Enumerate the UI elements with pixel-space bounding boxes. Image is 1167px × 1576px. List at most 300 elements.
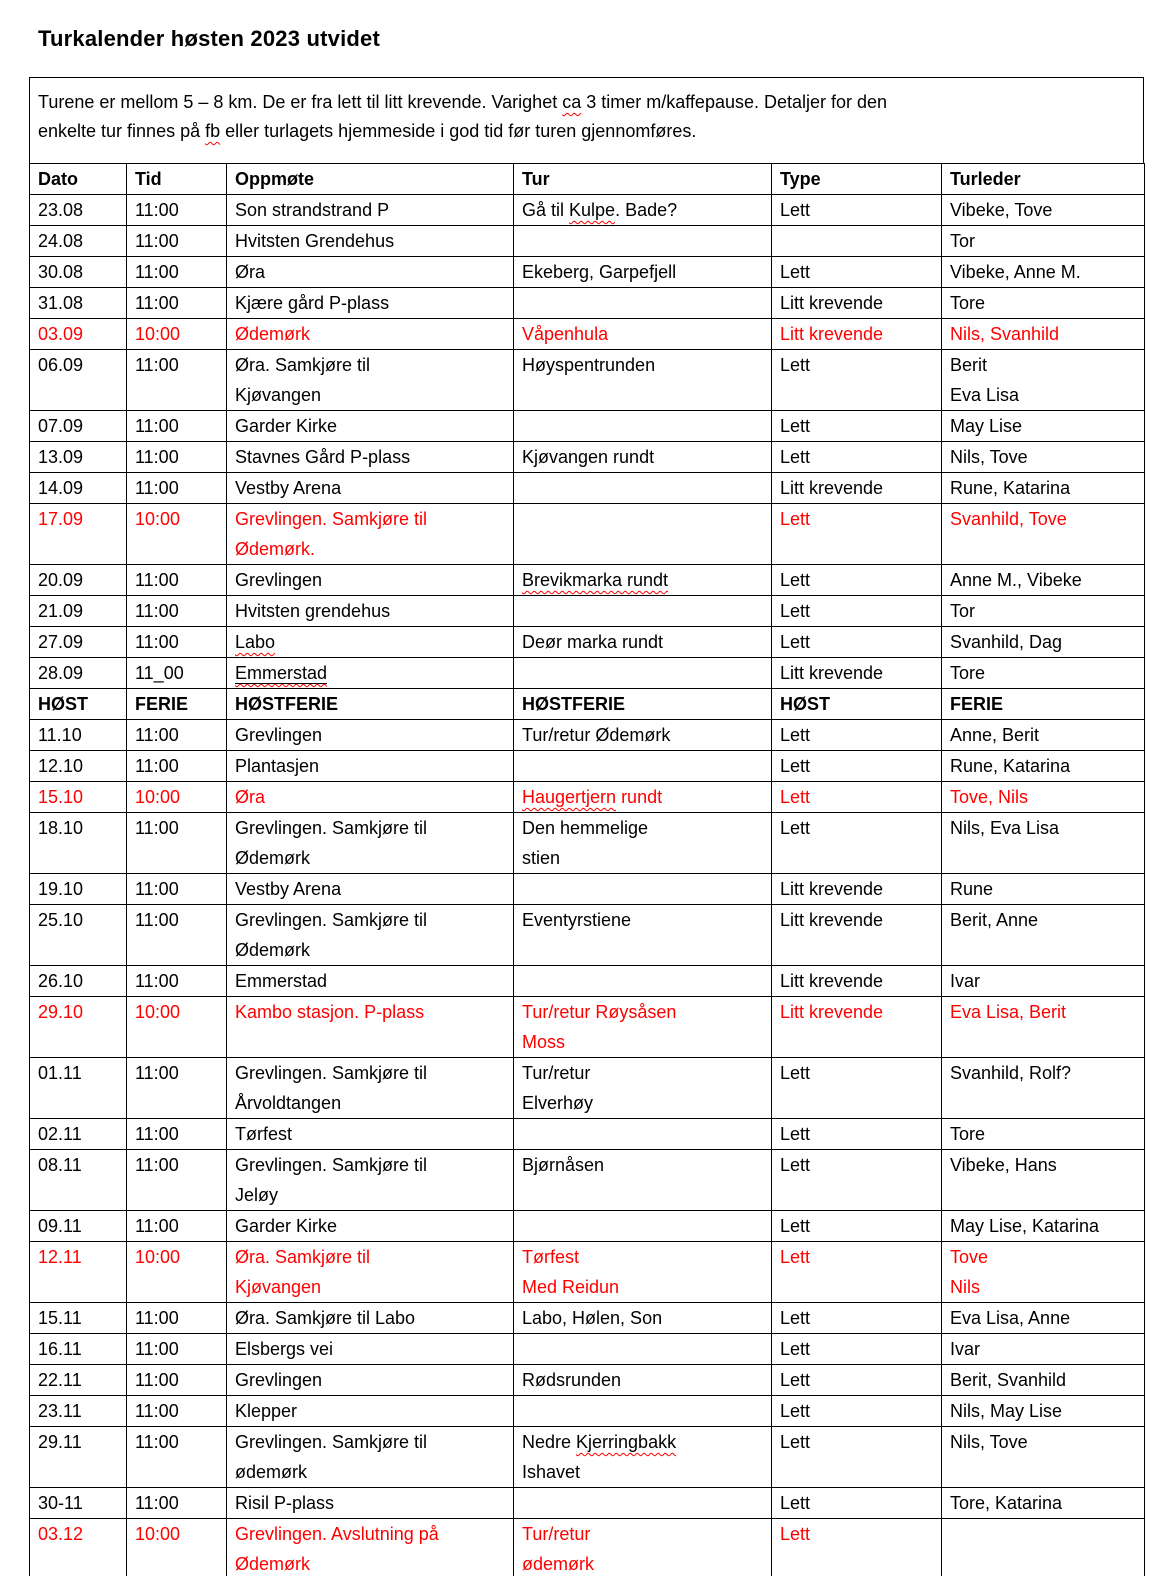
- cell-text: Nils, Tove: [950, 447, 1028, 467]
- cell-text: Eva Lisa: [950, 385, 1020, 405]
- cell-text: 13.09: [38, 447, 84, 467]
- cell-tur: [514, 596, 772, 627]
- misspelled-word: Emmerstad: [235, 663, 328, 683]
- cell-type: [772, 1150, 942, 1211]
- cell-text: Eva Lisa, Anne: [950, 1308, 1071, 1328]
- cell-time: [127, 689, 227, 720]
- cell-text: Lett: [780, 1155, 811, 1175]
- cell-text: 11:00: [135, 1339, 179, 1359]
- cell-tur: [514, 1519, 772, 1576]
- header-tur: Tur: [514, 164, 772, 195]
- cell-date: [30, 874, 127, 905]
- cell-time: [127, 442, 227, 473]
- cell-text: 11:00: [135, 1063, 179, 1083]
- cell-time: [127, 565, 227, 596]
- cell-text: Berit, Anne: [950, 910, 1039, 930]
- cell-text: 18.10: [38, 818, 84, 838]
- cell-text-empty: [780, 226, 939, 256]
- cell-meet: [227, 1519, 514, 1576]
- cell-tur: [514, 966, 772, 997]
- cell-text: Øra: [235, 262, 266, 282]
- cell-text: 10:00: [135, 1002, 181, 1022]
- cell-text-empty: [522, 751, 769, 781]
- cell-date: [30, 1488, 127, 1519]
- cell-date: [30, 504, 127, 565]
- cell-tur: [514, 689, 772, 720]
- cell-tur: [514, 257, 772, 288]
- cell-tur: [514, 226, 772, 257]
- cell-meet: [227, 350, 514, 411]
- cell-text: Grevlingen. Samkjøre til: [235, 1432, 428, 1452]
- cell-time: [127, 1334, 227, 1365]
- cell-meet: [227, 966, 514, 997]
- cell-leader: [942, 473, 1145, 504]
- cell-text: 11:00: [135, 570, 179, 590]
- cell-tur: [514, 411, 772, 442]
- table-row: [30, 1211, 1145, 1242]
- cell-text: Tor: [950, 231, 976, 251]
- cell-time: [127, 1058, 227, 1119]
- cell-meet: [227, 1119, 514, 1150]
- cell-text: Labo, Hølen, Son: [522, 1308, 663, 1328]
- cell-text: 26.10: [38, 971, 84, 991]
- cell-text: Garder Kirke: [235, 416, 338, 436]
- cell-text: 11:00: [135, 756, 179, 776]
- cell-tur: [514, 1150, 772, 1211]
- cell-text-empty: [522, 966, 769, 996]
- cell-time: [127, 1119, 227, 1150]
- cell-leader: [942, 874, 1145, 905]
- page-title: Turkalender høsten 2023 utvidet: [38, 26, 381, 51]
- cell-text: 24.08: [38, 231, 84, 251]
- cell-text: Rune, Katarina: [950, 478, 1071, 498]
- cell-type: [772, 319, 942, 350]
- cell-text-empty: [522, 1396, 769, 1426]
- cell-tur: [514, 1488, 772, 1519]
- cell-text: Berit, Svanhild: [950, 1370, 1067, 1390]
- cell-text: 20.09: [38, 570, 84, 590]
- cell-date: [30, 411, 127, 442]
- cell-text: Med Reidun: [522, 1277, 620, 1297]
- cell-text-empty: [522, 411, 769, 441]
- header-oppmote: Oppmøte: [227, 164, 514, 195]
- cell-text: Svanhild, Rolf?: [950, 1063, 1072, 1083]
- misspelled-word: Brevikmarka rundt: [522, 570, 669, 590]
- cell-text: Nils, Tove: [950, 1432, 1028, 1452]
- cell-date: [30, 1058, 127, 1119]
- cell-meet: [227, 751, 514, 782]
- header-dato: Dato: [30, 164, 127, 195]
- cell-text: Tove, Nils: [950, 787, 1029, 807]
- cell-meet: [227, 720, 514, 751]
- misspelled-word: ca: [562, 92, 582, 112]
- cell-text: Øra. Samkjøre til Labo: [235, 1308, 416, 1328]
- cell-text: 27.09: [38, 632, 84, 652]
- cell-meet: [227, 504, 514, 565]
- cell-time: [127, 658, 227, 689]
- cell-text: 29.10: [38, 1002, 84, 1022]
- table-row: [30, 288, 1145, 319]
- table-row: [30, 689, 1145, 720]
- cell-tur: [514, 288, 772, 319]
- cell-text: 11:00: [135, 416, 179, 436]
- cell-text: Lett: [780, 1216, 811, 1236]
- cell-text: Tørfest: [522, 1247, 579, 1267]
- cell-text: Lett: [780, 725, 811, 745]
- cell-text: 16.11: [38, 1339, 82, 1359]
- table-row: [30, 195, 1145, 226]
- cell-text: Son strandstrand P: [235, 200, 390, 220]
- cell-leader: [942, 350, 1145, 411]
- cell-text: Øra: [235, 787, 266, 807]
- header-tid: Tid: [127, 164, 227, 195]
- cell-time: [127, 195, 227, 226]
- cell-text-empty: [522, 1488, 769, 1518]
- table-row: [30, 1488, 1145, 1519]
- cell-tur: [514, 782, 772, 813]
- cell-text: 11:00: [135, 1155, 179, 1175]
- cell-type: [772, 504, 942, 565]
- cell-leader: [942, 782, 1145, 813]
- cell-date: [30, 195, 127, 226]
- cell-meet: [227, 1303, 514, 1334]
- cell-text: 01.11: [38, 1063, 82, 1083]
- table-row: [30, 350, 1145, 411]
- cell-text-empty: [522, 1211, 769, 1241]
- cell-text: Stavnes Gård P-plass: [235, 447, 411, 467]
- cell-date: [30, 226, 127, 257]
- cell-date: [30, 782, 127, 813]
- cell-text: Nils: [950, 1277, 980, 1297]
- cell-type: [772, 473, 942, 504]
- cell-leader: [942, 627, 1145, 658]
- cell-time: [127, 1242, 227, 1303]
- misspelled-word: Kulpe: [569, 200, 616, 220]
- cell-text: Elsbergs vei: [235, 1339, 334, 1359]
- cell-type: [772, 1303, 942, 1334]
- cell-leader: [942, 720, 1145, 751]
- cell-text: HØSTFERIE: [235, 694, 339, 714]
- table-row: [30, 226, 1145, 257]
- cell-type: [772, 442, 942, 473]
- cell-text: 11:00: [135, 632, 179, 652]
- cell-text: Grevlingen: [235, 1370, 323, 1390]
- cell-text-empty: [522, 658, 769, 688]
- cell-time: [127, 905, 227, 966]
- cell-text: HØST: [38, 694, 89, 714]
- cell-leader: [942, 997, 1145, 1058]
- cell-date: [30, 1427, 127, 1488]
- table-row: [30, 627, 1145, 658]
- misspelled-word: Labo: [235, 632, 276, 652]
- cell-text: 11:00: [135, 200, 179, 220]
- cell-text: Lett: [780, 632, 811, 652]
- cell-leader: [942, 966, 1145, 997]
- table-row: [30, 442, 1145, 473]
- cell-text: Eva Lisa, Berit: [950, 1002, 1067, 1022]
- cell-date: [30, 257, 127, 288]
- misspelled-word: Kjerringbakk: [576, 1432, 677, 1452]
- cell-text: Lett: [780, 601, 811, 621]
- cell-date: [30, 565, 127, 596]
- table-row: [30, 1334, 1145, 1365]
- cell-type: [772, 782, 942, 813]
- cell-text: Kjøvangen: [235, 385, 322, 405]
- cell-leader: [942, 1119, 1145, 1150]
- cell-tur: [514, 627, 772, 658]
- cell-text: Tove: [950, 1247, 989, 1267]
- cell-meet: [227, 1365, 514, 1396]
- cell-text: 03.09: [38, 324, 84, 344]
- cell-text: Nedre Kjerringbakk: [522, 1432, 677, 1452]
- cell-text: 11:00: [135, 355, 179, 375]
- cell-text: 11:00: [135, 1124, 179, 1144]
- cell-text: Rune: [950, 879, 994, 899]
- cell-date: [30, 658, 127, 689]
- cell-text: Grevlingen. Samkjøre til: [235, 818, 428, 838]
- cell-meet: [227, 1396, 514, 1427]
- cell-text: 11:00: [135, 1370, 179, 1390]
- cell-text: Ødemørk: [235, 940, 311, 960]
- cell-leader: [942, 905, 1145, 966]
- cell-text: Ødemørk: [235, 848, 311, 868]
- cell-tur: [514, 1211, 772, 1242]
- cell-meet: [227, 658, 514, 689]
- cell-date: [30, 1211, 127, 1242]
- table-row: [30, 473, 1145, 504]
- cell-text: 15.11: [38, 1308, 82, 1328]
- cell-text: Tore: [950, 293, 986, 313]
- intro-box: [29, 77, 1144, 164]
- cell-date: [30, 627, 127, 658]
- cell-text: 06.09: [38, 355, 84, 375]
- cell-text: Våpenhula: [522, 324, 609, 344]
- cell-meet: [227, 226, 514, 257]
- cell-tur: [514, 813, 772, 874]
- cell-meet: [227, 1242, 514, 1303]
- cell-time: [127, 473, 227, 504]
- table-row: [30, 874, 1145, 905]
- cell-date: [30, 1396, 127, 1427]
- cell-leader: [942, 1427, 1145, 1488]
- cell-leader: [942, 658, 1145, 689]
- cell-text: 15.10: [38, 787, 84, 807]
- cell-type: [772, 1396, 942, 1427]
- cell-time: [127, 1211, 227, 1242]
- cell-tur: [514, 720, 772, 751]
- table-body: [30, 195, 1145, 1576]
- cell-text: Lett: [780, 509, 811, 529]
- cell-text: Lett: [780, 570, 811, 590]
- cell-text: 07.09: [38, 416, 84, 436]
- cell-meet: [227, 442, 514, 473]
- cell-type: [772, 1058, 942, 1119]
- cell-type: [772, 350, 942, 411]
- cell-type: [772, 1427, 942, 1488]
- cell-leader: [942, 1058, 1145, 1119]
- cell-text: Hvitsten Grendehus: [235, 231, 395, 251]
- cell-text: 02.11: [38, 1124, 82, 1144]
- table-row: [30, 997, 1145, 1058]
- table-row: [30, 751, 1145, 782]
- table-row: [30, 1150, 1145, 1211]
- cell-time: [127, 1519, 227, 1576]
- cell-text: Litt krevende: [780, 293, 884, 313]
- cell-leader: [942, 1488, 1145, 1519]
- table-row: [30, 411, 1145, 442]
- intro-line-2: enkelte tur finnes på fb eller turlagets hjemmeside i god tid før turen gjennomføres.: [38, 121, 697, 141]
- cell-text: Tørfest: [235, 1124, 292, 1144]
- cell-text: 30-11: [38, 1493, 83, 1513]
- cell-date: [30, 905, 127, 966]
- cell-text: Lett: [780, 1524, 811, 1544]
- cell-tur: [514, 319, 772, 350]
- cell-text: Plantasjen: [235, 756, 320, 776]
- cell-text: 23.08: [38, 200, 84, 220]
- cell-text: [235, 658, 511, 688]
- cell-time: [127, 411, 227, 442]
- cell-text: 11:00: [135, 231, 179, 251]
- cell-tur: [514, 473, 772, 504]
- cell-text: 25.10: [38, 910, 84, 930]
- cell-text: Grevlingen: [235, 570, 323, 590]
- cell-tur: [514, 195, 772, 226]
- cell-tur: [514, 1334, 772, 1365]
- cell-text: Lett: [780, 200, 811, 220]
- cell-text: Nils, Eva Lisa: [950, 818, 1060, 838]
- cell-text-empty: [522, 1334, 769, 1364]
- cell-text: Hvitsten grendehus: [235, 601, 391, 621]
- cell-text: Lett: [780, 1063, 811, 1083]
- cell-tur: [514, 905, 772, 966]
- cell-time: [127, 504, 227, 565]
- cell-time: [127, 874, 227, 905]
- cell-text: 11:00: [135, 1432, 179, 1452]
- cell-date: [30, 1365, 127, 1396]
- table-row: [30, 1396, 1145, 1427]
- cell-text: 09.11: [38, 1216, 82, 1236]
- cell-text: Kjøvangen: [235, 1277, 322, 1297]
- cell-text: Grevlingen. Samkjøre til: [235, 910, 428, 930]
- cell-type: [772, 1334, 942, 1365]
- cell-text: Årvoldtangen: [235, 1093, 342, 1113]
- cell-type: [772, 720, 942, 751]
- cell-tur: [514, 1303, 772, 1334]
- cell-type: [772, 1119, 942, 1150]
- cell-type: [772, 997, 942, 1058]
- cell-type: [772, 874, 942, 905]
- cell-type: [772, 288, 942, 319]
- cell-text: Litt krevende: [780, 971, 884, 991]
- cell-text: Lett: [780, 1370, 811, 1390]
- cell-meet: [227, 905, 514, 966]
- cell-text: Elverhøy: [522, 1093, 594, 1113]
- cell-meet: [227, 1427, 514, 1488]
- cell-meet: [227, 782, 514, 813]
- cell-text: 23.11: [38, 1401, 82, 1421]
- cell-date: [30, 596, 127, 627]
- cell-text: Kjære gård P-plass: [235, 293, 390, 313]
- cell-text-empty: [522, 288, 769, 318]
- cell-text: Nils, Svanhild: [950, 324, 1060, 344]
- cell-date: [30, 997, 127, 1058]
- cell-text: Ødemørk: [235, 1554, 311, 1574]
- cell-leader: [942, 751, 1145, 782]
- cell-text: Litt krevende: [780, 1002, 884, 1022]
- cell-meet: [227, 565, 514, 596]
- cell-time: [127, 1488, 227, 1519]
- cell-date: [30, 442, 127, 473]
- cell-date: [30, 473, 127, 504]
- cell-text: Eventyrstiene: [522, 910, 632, 930]
- cell-type: [772, 1365, 942, 1396]
- cell-leader: [942, 442, 1145, 473]
- cell-meet: [227, 195, 514, 226]
- cell-text: Ekeberg, Garpefjell: [522, 262, 677, 282]
- cell-text: Den hemmelige: [522, 818, 649, 838]
- cell-text: HØST: [780, 694, 831, 714]
- cell-text: 10:00: [135, 509, 181, 529]
- cell-text: Rødsrunden: [522, 1370, 622, 1390]
- cell-text: FERIE: [950, 694, 1004, 714]
- cell-text: Lett: [780, 1493, 811, 1513]
- cell-text: Tur/retur: [522, 1063, 591, 1083]
- cell-time: [127, 627, 227, 658]
- cell-leader: [942, 257, 1145, 288]
- cell-text-empty: [522, 226, 769, 256]
- cell-tur: [514, 442, 772, 473]
- cell-text: Klepper: [235, 1401, 298, 1421]
- table-row: [30, 1242, 1145, 1303]
- cell-text-empty: [522, 874, 769, 904]
- cell-text: 11:00: [135, 725, 179, 745]
- cell-tur: [514, 1119, 772, 1150]
- cell-time: [127, 1365, 227, 1396]
- cell-tur: [514, 658, 772, 689]
- cell-meet: [227, 319, 514, 350]
- cell-text: Lett: [780, 787, 811, 807]
- cell-date: [30, 751, 127, 782]
- cell-meet: [227, 257, 514, 288]
- cell-text: Jeløy: [235, 1185, 279, 1205]
- cell-tur: [514, 751, 772, 782]
- cell-text: Litt krevende: [780, 910, 884, 930]
- cell-text: Haugertjern rundt: [522, 787, 663, 807]
- cell-date: [30, 1119, 127, 1150]
- cell-date: [30, 1519, 127, 1576]
- cell-text: 11:00: [135, 447, 179, 467]
- table-row: [30, 905, 1145, 966]
- header-turleder: Turleder: [942, 164, 1145, 195]
- misspelled-word: Haugertjern: [522, 787, 617, 807]
- cell-date: [30, 1150, 127, 1211]
- cell-time: [127, 966, 227, 997]
- cell-text: 11:00: [135, 478, 179, 498]
- table-row: [30, 1427, 1145, 1488]
- cell-leader: [942, 288, 1145, 319]
- cell-meet: [227, 997, 514, 1058]
- cell-text: 10:00: [135, 787, 181, 807]
- cell-text: Lett: [780, 1247, 811, 1267]
- cell-text: May Lise, Katarina: [950, 1216, 1100, 1236]
- cell-text: Tur/retur Røysåsen: [522, 1002, 677, 1022]
- cell-time: [127, 1303, 227, 1334]
- cell-text: Vibeke, Hans: [950, 1155, 1057, 1175]
- cell-meet: [227, 1058, 514, 1119]
- cell-text: Tor: [950, 601, 976, 621]
- cell-time: [127, 1396, 227, 1427]
- cell-type: [772, 1242, 942, 1303]
